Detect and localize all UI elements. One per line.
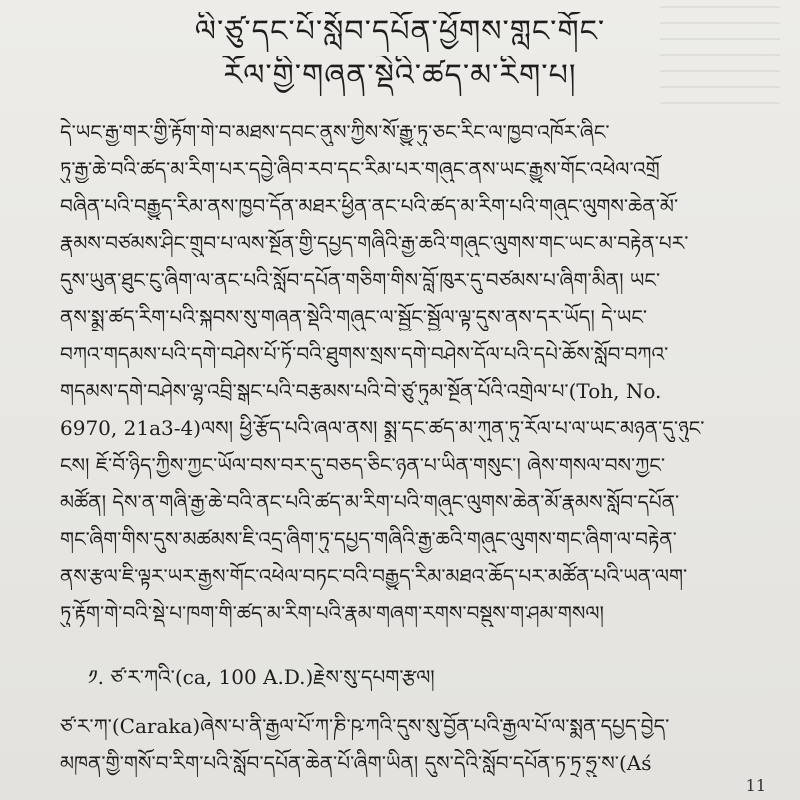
body-line: དུས་ཡུན་ཐུང་ངུ་ཞིག་ལ་ནང་པའི་སློབ་དཔོན་གཅིག་གིས་བློ་ཁུར་དུ་བཙམས་པ་ཞིག་མིན། ཡང་ [60,268,661,292]
body-line: 6970, 21a3-4)ལས། ཕྱི་རྩོད་པའི་ཞལ་ནས། སྨྲ་དང་ཚད་མ་ཀུན་ཏུ་རོལ་པ་ལ་ཡང་མཉན་དུ་ཉུང་ [60,416,705,440]
chapter-title-line-1: ལི་ཙུ་དང་པོ་སློབ་དཔོན་ཕྱོགས་གླང་གོང་ [194,14,606,49]
body-line: ངས། ཇོ་བོ་ཉིད་ཀྱིས་ཀྱང་ཡོལ་བས་བར་དུ་བཅད་ཅིང་ཉན་པ་ཡིན་གསུང་། ཞེས་གསལ་བས་ཀྱང་ [60,453,666,477]
body-line: བཞིན་པའི་བརྒྱུད་རིམ་ནས་ཁྱབ་དོན་མཐར་ཕྱིན་ནང་པའི་ཚད་མ་རིག་པའི་གཞུང་ལུགས་ཆེན་མོ་ [60,194,679,218]
body-line: བཀའ་གདམས་པའི་དགེ་བཤེས་པོ་ཏོ་བའི་ཐུགས་སྲས་དགེ་བཤེས་དོལ་པའི་དཔེ་ཆོས་སློབ་བཀའ་ [60,342,669,366]
chapter-title-line-2: རོལ་གྱི་གཞན་སྡེའི་ཚད་མ་རིག་པ། [223,58,577,93]
body-line: ནས་རྩལ་ཇི་ལྟར་ཡར་རྒྱས་གོང་འཕེལ་བཏང་བའི་བརྒྱུད་རིམ་མཐའ་ཆོད་པར་མཚོན་པའི་ཡན་ལག་ [60,564,688,588]
page-number: 11 [745,776,766,795]
body-line: ཙ་ར་ཀ་(Caraka)ཞེས་པ་ནི་རྒྱལ་པོ་ཀ་ཎི་ཥ་ཀའི་དུས་སུ་བྱོན་པའི་རྒྱལ་པོ་ལ་སྨན་དཔྱད་བྱེད་ [60,714,670,738]
body-line: གང་ཞིག་གིས་དུས་མཚམས་ཇི་འདྲ་ཞིག་ཏུ་དཔྱད་གཞིའི་རྒྱ་ཆའི་གཞུང་ལུགས་གང་ཞིག་ལ་བརྟེན་ [60,527,677,551]
body-line: ཏུ་རྒྱ་ཆེ་བའི་ཚད་མ་རིག་པར་དབྱེ་ཞིབ་རབ་དང་རིམ་པར་གཞུང་ནས་ཡང་རྒྱུས་གོང་འཕེལ་འགྲོ [60,157,660,181]
body-line: ནས་སྨྲ་ཚད་རིག་པའི་སྐབས་སུ་གཞན་སྡེའི་གཞུང་ལ་སྦྱོང་སྦྱོལ་ལྟ་དུས་ནས་དར་ཡོད། དེ་ཡང་ [60,305,648,329]
body-line: རྣམས་བཙམས་ཤིང་གྲུབ་པ་ལས་སྔོན་གྱི་དཔྱད་གཞིའི་རྒྱ་ཆའི་གཞུང་ལུགས་གང་ཡང་མ་བརྟེན་པར་ [60,231,689,255]
body-line: གདམས་དགེ་བཤེས་ལྷ་འབྲི་སྒང་པའི་བརྩམས་པའི་བེ་ཙུ་ཏུམ་སྔོན་པོའི་འགྲེལ་པ་(Toh, No. [60,379,662,403]
body-line: མཚོན། དེས་ན་གཞི་རྒྱ་ཆེ་བའི་ནང་པའི་ཚད་མ་རིག་པའི་གཞུང་ལུགས་ཆེན་མོ་རྣམས་སློབ་དཔོན་ [60,490,680,514]
body-line: དེ་ཡང་རྒྱ་གར་གྱི་རྟོག་གེ་བ་མཐས་དབང་ནུས་ཀྱིས་སོ་རྒྱུ་ཏུ་ཅང་རིང་ལ་ཁྱབ་འཁོར་ཞིང་ [60,120,610,144]
body-line: མཁན་གྱི་གསོ་བ་རིག་པའི་སློབ་དཔོན་ཆེན་པོ་ཞིག་ཡིན། དུས་དེའི་སློབ་དཔོན་ཏ་ཏྲ་ཧྲུ་ས་(Aś [60,751,652,775]
body-line: ཏུ་རྟོག་གེ་བའི་སྡེ་པ་ཁག་གི་ཚད་མ་རིག་པའི་རྣམ་གཞག་རགས་བསྡུས་ག་ཤམ་གསལ། [60,601,604,625]
section-heading: ༡. ཙ་ར་ཀའི་(ca, 100 A.D.)རྗེས་སུ་དཔག་རྩལ། [88,665,435,689]
